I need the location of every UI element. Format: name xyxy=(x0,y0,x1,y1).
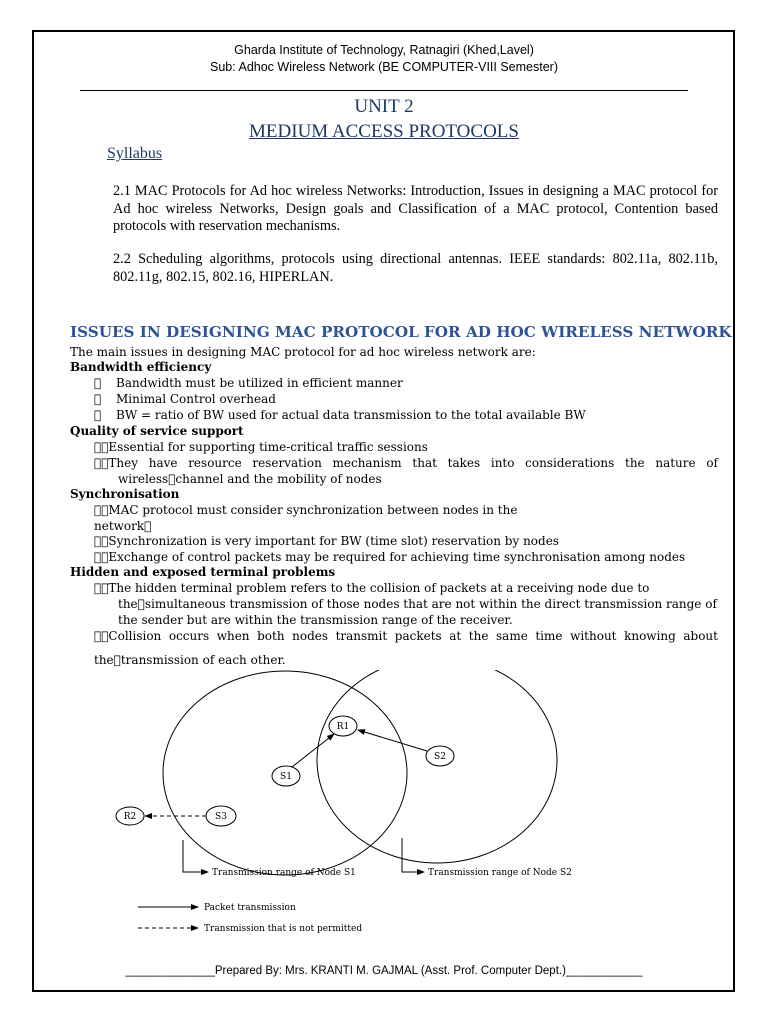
hidden-item-1-cont-1: the simultaneous transmission of those nodes that are not within the direct transmission range of xyxy=(118,597,714,611)
node-r1-label: R1 xyxy=(336,722,350,732)
sync-item-2-text: Synchronization is very important for BW (time slot) reservation by nodes xyxy=(94,534,545,548)
hidden-item-1 xyxy=(94,581,649,596)
range-s1-label: Transmission range of Node S1 xyxy=(212,868,356,878)
double-bullet-icon xyxy=(94,534,108,548)
bullet-icon xyxy=(94,376,116,391)
sync-heading: Synchronisation xyxy=(70,487,180,501)
issues-intro: The main issues in designing MAC protocol for ad hoc wireless network are: xyxy=(70,345,536,359)
node-s3-label: S3 xyxy=(215,812,227,822)
double-bullet-icon xyxy=(94,503,108,517)
hidden-terminal-diagram xyxy=(100,670,620,940)
range-s2-label: Transmission range of Node S2 xyxy=(428,868,572,878)
arrow-s2-to-r1 xyxy=(358,730,427,751)
double-bullet-icon xyxy=(94,629,108,643)
syllabus-para-1: 2.1 MAC Protocols for Ad hoc wireless Networks: Introduction, Issues in designing a MAC protocol for Ad hoc wireless Networks, Design goals and Classification of a MAC protocol, Contention based protocols with reservation mechanisms. xyxy=(113,183,718,234)
header-subject: Sub: Adhoc Wireless Network (BE COMPUTER-VIII Semester) xyxy=(209,60,558,74)
sync-item-1-cont: network xyxy=(94,519,145,533)
range-s2-pointer xyxy=(402,838,424,872)
unit-name-text: MEDIUM ACCESS PROTOCOLS xyxy=(249,121,519,142)
sync-item-1 xyxy=(94,503,517,518)
double-bullet-icon xyxy=(94,550,108,564)
sync-item-3 xyxy=(94,550,685,565)
bw-heading: Bandwidth efficiency xyxy=(70,360,212,374)
qos-heading: Quality of service support xyxy=(70,424,244,438)
bw-item-1-text: Bandwidth must be utilized in efficient manner xyxy=(116,376,403,390)
node-s1-label: S1 xyxy=(280,772,292,782)
bw-item-2 xyxy=(94,392,276,407)
unit-title: UNIT 2 xyxy=(354,96,414,117)
qos-item-1-text: Essential for supporting time-critical traffic sessions xyxy=(94,440,414,454)
qos-item-2-text: They have resource reservation mechanism that takes into considerations the nature of xyxy=(94,456,718,470)
header-rule xyxy=(80,90,688,91)
qos-item-2-cont: wireless channel and the mobility of nodes xyxy=(118,472,379,486)
legend-not-permitted-label: Transmission that is not permitted xyxy=(204,924,363,934)
range-circle-s2 xyxy=(317,670,557,863)
unit-name xyxy=(0,121,768,143)
hidden-item-2-text: Collision occurs when both nodes transmit packets at the same time without knowing about xyxy=(94,629,718,643)
bw-item-2-text: Minimal Control overhead xyxy=(116,392,276,406)
qos-item-2 xyxy=(94,456,718,471)
header-institute: Gharda Institute of Technology, Ratnagiri (Khed,Lavel) xyxy=(234,43,534,57)
hidden-item-2-cont: the transmission of each other. xyxy=(94,653,283,667)
bullet-icon xyxy=(94,408,116,423)
bw-item-1 xyxy=(94,376,403,391)
sync-item-3-text: Exchange of control packets may be required for achieving time synchronisation among nodes xyxy=(94,550,671,564)
double-bullet-icon xyxy=(94,456,108,470)
sync-item-1-text: MAC protocol must consider synchronization between nodes in the xyxy=(94,503,504,517)
syllabus-label: Syllabus xyxy=(107,145,163,162)
hidden-item-2 xyxy=(94,629,718,644)
hidden-heading: Hidden and exposed terminal problems xyxy=(70,565,336,579)
node-s2-label: S2 xyxy=(434,752,446,762)
section-heading: ISSUES IN DESIGNING MAC PROTOCOL FOR AD HOC WIRELESS NETWORK xyxy=(70,323,732,341)
double-bullet-icon xyxy=(94,440,108,454)
range-s1-pointer xyxy=(183,840,208,872)
hidden-item-1-cont-2: the sender but are within the transmission range of the receiver. xyxy=(118,613,513,627)
arrow-s1-to-r1 xyxy=(292,734,334,767)
footer-prepared-by: ______________Prepared By: Mrs. KRANTI M. GAJMAL (Asst. Prof. Computer Dept.)____________ xyxy=(125,965,643,977)
syllabus-para-2: 2.2 Scheduling algorithms, protocols using directional antennas. IEEE standards: 802.11a, 802.11b, 802.11g, 802.15, 802.16, HIPERLAN. xyxy=(113,251,718,285)
bw-item-3 xyxy=(94,408,586,423)
double-bullet-icon xyxy=(94,581,108,595)
bullet-icon xyxy=(94,392,116,407)
bw-item-3-text: BW = ratio of BW used for actual data transmission to the total available BW xyxy=(116,408,586,422)
qos-item-1 xyxy=(94,440,428,455)
sync-item-2 xyxy=(94,534,559,549)
hidden-item-1-text: The hidden terminal problem refers to the collision of packets at a receiving node due to xyxy=(94,581,635,595)
node-r2-label: R2 xyxy=(123,812,137,822)
legend-packet-label: Packet transmission xyxy=(204,903,296,913)
